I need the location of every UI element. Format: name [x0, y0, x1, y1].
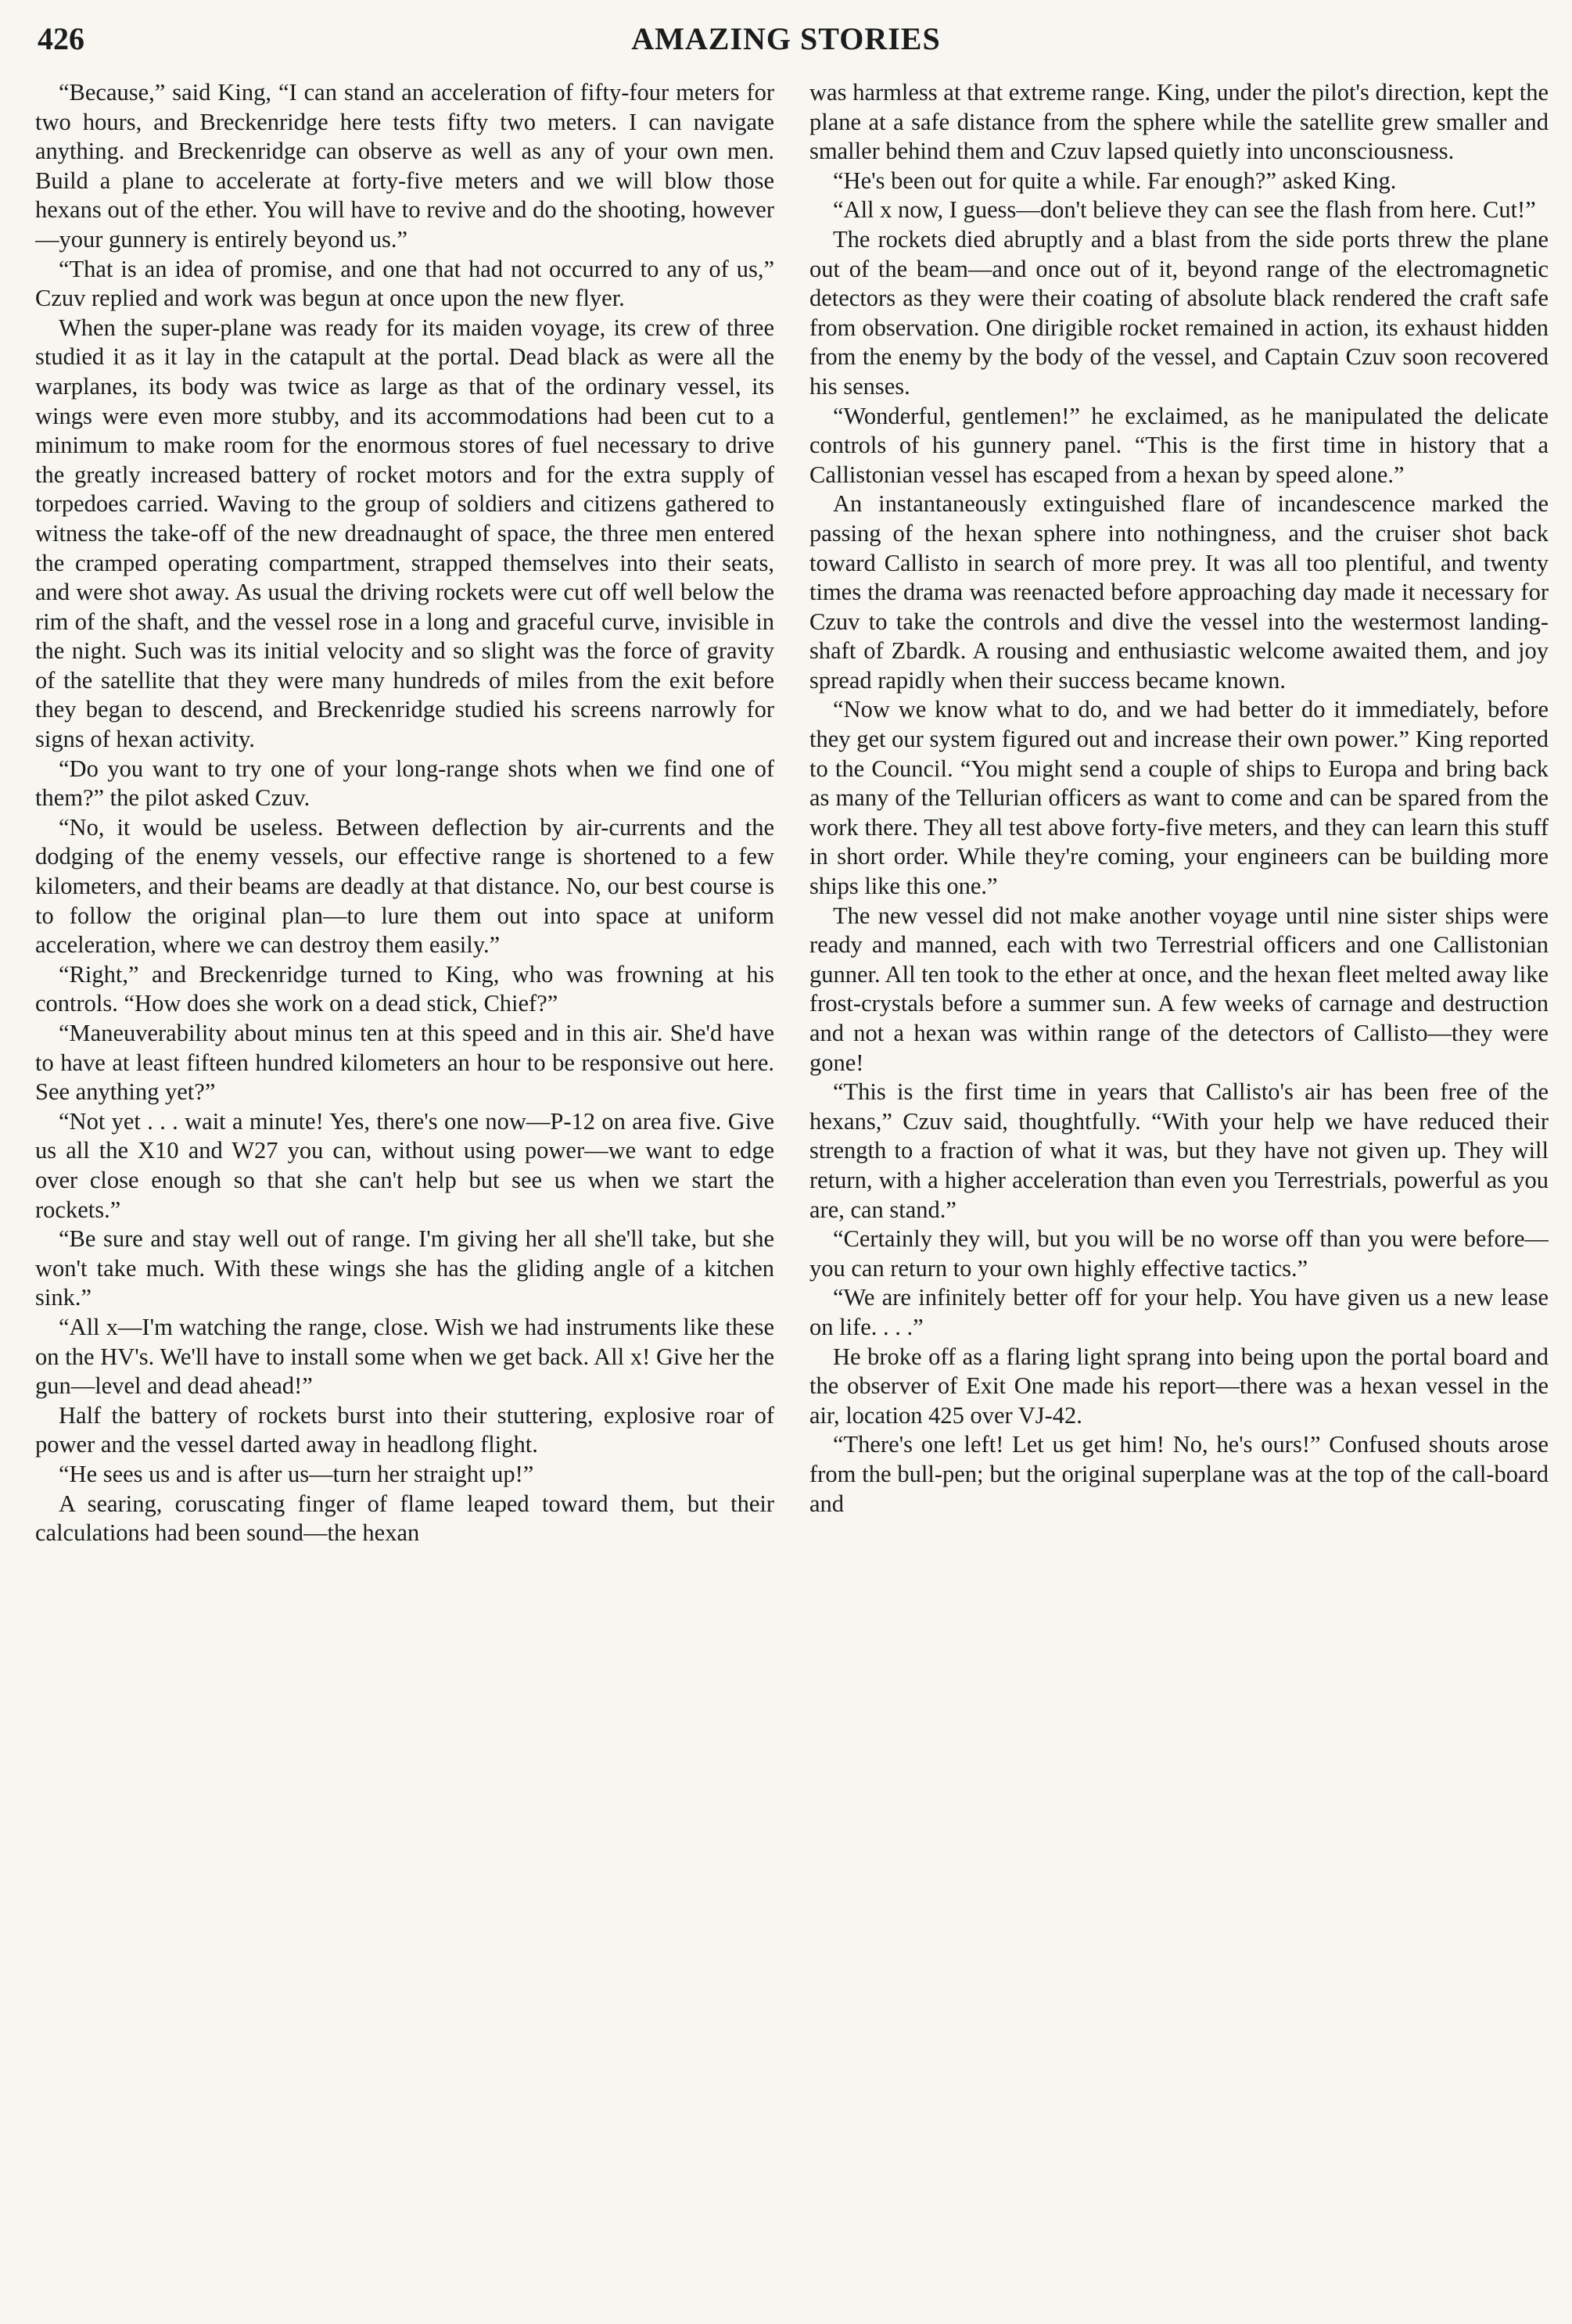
paragraph: The rockets died abruptly and a blast from the side ports threw the plane out of the beam—and once out of it, beyond range of the electromagnetic detectors as they were their coating of absolute black rendered the craft safe from observation. One dirigible rocket remained in action, its exhaust hidden from the enemy by the body of the vessel, and Captain Czuv soon recovered his senses. [809, 225, 1549, 400]
paragraph: “Do you want to try one of your long-range shots when we find one of them?” the pilot asked Czuv. [35, 755, 774, 812]
page-header [0, 14, 1572, 61]
paragraph: “Maneuverability about minus ten at this speed and in this air. She'd have to have at least fifteen hundred kilometers an hour to be responsive out here. See anything yet?” [35, 1020, 774, 1106]
paragraph: was harmless at that extreme range. King, under the pilot's direction, kept the plane at a safe distance from the sphere while the satellite grew smaller and smaller behind them and Czuv lapsed quietly into unconsciousness. [809, 79, 1549, 165]
paragraph: “That is an idea of promise, and one that had not occurred to any of us,” Czuv replied and work was begun at once upon the new flyer. [35, 255, 774, 312]
paragraph: “Not yet . . . wait a minute! Yes, there's one now—P-12 on area five. Give us all the X10 and W27 you can, without using power—we want to edge over close enough so that she can't help but see us when we start the rockets.” [35, 1107, 774, 1223]
paragraph: “No, it would be useless. Between deflection by air-currents and the dodging of the enemy vessels, our effective range is shortened to a few kilometers, and their beams are deadly at that distance. No, our best course is to follow the original plan—to lure them out into space at uniform acceleration, where we can destroy them easily.” [35, 813, 774, 959]
paragraph: “Because,” said King, “I can stand an acceleration of fifty-four meters for two hours, and Breckenridge here tests fifty two meters. I can navigate anything. and Breckenridge can observe as well as any of your own men. Build a plane to accelerate at forty-five meters and we will blow those hexans out of the ether. You will have to revive and do the shooting, however—your gunnery is entirely beyond us.” [35, 79, 774, 253]
paragraph: The new vessel did not make another voyage until nine sister ships were ready and manned, each with two Terrestrial officers and one Callistonian gunner. All ten took to the ether at once, and the hexan fleet melted away like frost-crystals before a summer sun. A few weeks of carnage and destruction and not a hexan was within range of the detectors of Callisto—they were gone! [809, 902, 1549, 1076]
paragraph: “Now we know what to do, and we had better do it immediately, before they get our system figured out and increase their own power.” King reported to the Council. “You might send a couple of ships to Europa and bring back as many of the Tellurian officers as want to come and can be spared from the work there. They all test above forty-five meters, and they can learn this stuff in short order. While they're coming, your engineers can be building more ships like this one.” [809, 696, 1549, 900]
paragraph: Half the battery of rockets burst into their stuttering, explosive roar of power and the vessel darted away in headlong flight. [35, 1401, 774, 1458]
paragraph: “This is the first time in years that Callisto's air has been free of the hexans,” Czuv said, thoughtfully. “With your help we have reduced their strength to a fraction of what it was, but they have not given up. They will return, with a higher acceleration than even you Terrestrials, powerful as you are, can stand.” [809, 1078, 1549, 1223]
running-title: AMAZING STORIES [631, 21, 941, 56]
paragraph: When the super-plane was ready for its maiden voyage, its crew of three studied it as it lay in the catapult at the portal. Dead black as were all the warplanes, its body was twice as large as that of the ordinary vessel, its wings were even more stubby, and its accommodations had been cut to a minimum to make room for the enormous stores of fuel necessary to drive the greatly increased battery of rocket motors and for the extra supply of torpedoes carried. Waving to the group of soldiers and citizens gathered to witness the take-off of the new dreadnaught of space, the three men entered the cramped operating compartment, strapped themselves into their seats, and were shot away. As usual the driving rockets were cut off well below the rim of the shaft, and the vessel rose in a long and graceful curve, invisible in the night. Such was its initial velocity and so slight was the force of gravity of the satellite that they were many hundreds of miles from the exit before they began to descend, and Breckenridge studied his screens narrowly for signs of hexan activity. [35, 314, 774, 753]
paragraph: “Wonderful, gentlemen!” he exclaimed, as he manipulated the delicate controls of his gunnery panel. “This is the first time in history that a Callistonian vessel has escaped from a hexan by speed alone.” [809, 402, 1549, 488]
paragraph: “Right,” and Breckenridge turned to King, who was frowning at his controls. “How does she work on a dead stick, Chief?” [35, 960, 774, 1017]
paragraph: An instantaneously extinguished flare of incandescence marked the passing of the hexan sphere into nothingness, and the cruiser shot back toward Callisto in search of more prey. It was all too plentiful, and twenty times the drama was reenacted before approaching day made it necessary for Czuv to take the controls and dive the vessel into the westermost landing-shaft of Zbardk. A rousing and enthusiastic welcome awaited them, and joy spread rapidly when their success became known. [809, 490, 1549, 694]
paragraph: “Be sure and stay well out of range. I'm giving her all she'll take, but she won't take much. With these wings she has the gliding angle of a kitchen sink.” [35, 1225, 774, 1311]
paragraph: “He sees us and is after us—turn her straight up!” [59, 1460, 534, 1487]
paragraph: “There's one left! Let us get him! No, he's ours!” Confused shouts arose from the bull-pen; but the original superplane was at the top of the call-board and [809, 1431, 1549, 1517]
right-text-column [809, 78, 1549, 2307]
paragraph: He broke off as a flaring light sprang into being upon the portal board and the observer of Exit One made his report—there was a hexan vessel in the air, location 425 over VJ-42. [809, 1343, 1549, 1429]
paragraph: “All x—I'm watching the range, close. Wish we had instruments like these on the HV's. We'll have to install some when we get back. All x! Give her the gun—level and dead ahead!” [35, 1313, 774, 1400]
paragraph: A searing, coruscating finger of flame leaped toward them, but their calculations had been sound—the hexan [35, 1490, 774, 1547]
paragraph: “Certainly they will, but you will be no worse off than you were before—you can return to your own highly effective tactics.” [809, 1225, 1549, 1282]
paragraph: “All x now, I guess—don't believe they can see the flash from here. Cut!” [833, 196, 1536, 224]
paragraph: “He's been out for quite a while. Far enough?” asked King. [833, 167, 1397, 194]
left-text-column [35, 78, 774, 2307]
paragraph: “We are infinitely better off for your help. You have given us a new lease on life. . . .” [809, 1284, 1549, 1340]
page-number: 426 [38, 21, 84, 56]
